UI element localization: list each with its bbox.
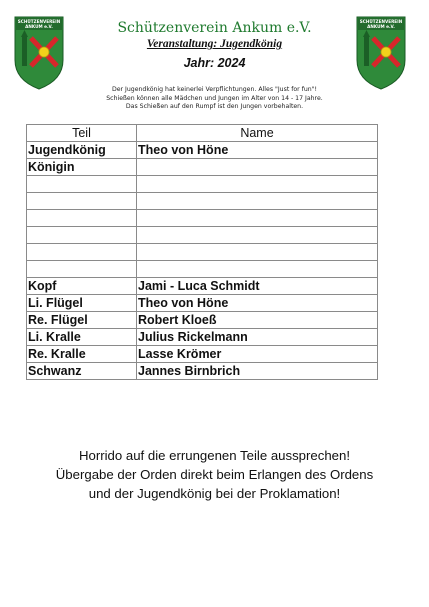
table-row bbox=[27, 363, 378, 380]
name-cell bbox=[137, 261, 378, 278]
table-row bbox=[27, 312, 378, 329]
part-cell: Schwanz bbox=[27, 363, 137, 380]
name-cell bbox=[137, 193, 378, 210]
part-cell: Li. Flügel bbox=[27, 295, 137, 312]
part-cell bbox=[27, 193, 137, 210]
closing-line: Horrido auf die errungenen Teile aussprechen! bbox=[78, 448, 350, 463]
table-row bbox=[27, 329, 378, 346]
intro-line: Das Schießen auf den Rumpf ist den Jungen vorbehalten. bbox=[125, 103, 304, 111]
table-row bbox=[27, 278, 378, 295]
event-title: Veranstaltung: Jugendkönig bbox=[146, 38, 283, 50]
svg-text:ANKUM e.V.: ANKUM e.V. bbox=[367, 24, 395, 29]
name-cell: Jannes Birnbrich bbox=[137, 363, 378, 380]
part-cell bbox=[27, 176, 137, 193]
column-header-name: Name bbox=[137, 125, 378, 142]
table-row bbox=[27, 346, 378, 363]
year-label: Jahr: 2024 bbox=[183, 56, 246, 70]
name-cell: Theo von Höne bbox=[137, 142, 378, 159]
table-row bbox=[27, 261, 378, 278]
table-row bbox=[27, 176, 378, 193]
name-cell bbox=[137, 210, 378, 227]
table-row bbox=[27, 193, 378, 210]
intro-text bbox=[0, 86, 429, 112]
part-cell bbox=[27, 261, 137, 278]
closing-line: Übergabe der Orden direkt beim Erlangen des Ordens bbox=[55, 467, 374, 482]
table-row bbox=[27, 159, 378, 176]
name-cell: Lasse Krömer bbox=[137, 346, 378, 363]
club-name: Schützenverein Ankum e.V. bbox=[117, 20, 312, 36]
name-cell bbox=[137, 176, 378, 193]
table-row bbox=[27, 244, 378, 261]
table-header-row bbox=[27, 125, 378, 142]
intro-line: Schießen können alle Mädchen und Jungen im Alter von 14 - 17 Jahre. bbox=[106, 94, 323, 102]
svg-text:SCHÜTZENVEREIN: SCHÜTZENVEREIN bbox=[359, 19, 403, 24]
name-cell: Theo von Höne bbox=[137, 295, 378, 312]
part-cell bbox=[27, 244, 137, 261]
name-cell: Jami - Luca Schmidt bbox=[137, 278, 378, 295]
intro-line: Der Jugendkönig hat keinerlei Verpflichtungen. Alles "Just for fun"! bbox=[111, 86, 318, 93]
part-cell: Jugendkönig bbox=[27, 142, 137, 159]
name-cell: Robert Kloeß bbox=[137, 312, 378, 329]
part-cell: Kopf bbox=[27, 278, 137, 295]
name-cell bbox=[137, 159, 378, 176]
name-cell bbox=[137, 244, 378, 261]
part-cell: Königin bbox=[27, 159, 137, 176]
name-cell bbox=[137, 227, 378, 244]
svg-text:SCHÜTZENVEREIN: SCHÜTZENVEREIN bbox=[17, 19, 61, 24]
part-cell: Li. Kralle bbox=[27, 329, 137, 346]
closing-text bbox=[0, 446, 429, 503]
table-row bbox=[27, 227, 378, 244]
name-cell: Julius Rickelmann bbox=[137, 329, 378, 346]
part-cell bbox=[27, 227, 137, 244]
part-cell: Re. Flügel bbox=[27, 312, 137, 329]
parts-table bbox=[26, 124, 378, 380]
svg-text:ANKUM e.V.: ANKUM e.V. bbox=[25, 24, 53, 29]
closing-line: und der Jugendkönig bei der Proklamation! bbox=[88, 486, 341, 501]
part-cell: Re. Kralle bbox=[27, 346, 137, 363]
table-row bbox=[27, 295, 378, 312]
table-row bbox=[27, 210, 378, 227]
part-cell bbox=[27, 210, 137, 227]
column-header-part: Teil bbox=[27, 125, 137, 142]
table-row bbox=[27, 142, 378, 159]
